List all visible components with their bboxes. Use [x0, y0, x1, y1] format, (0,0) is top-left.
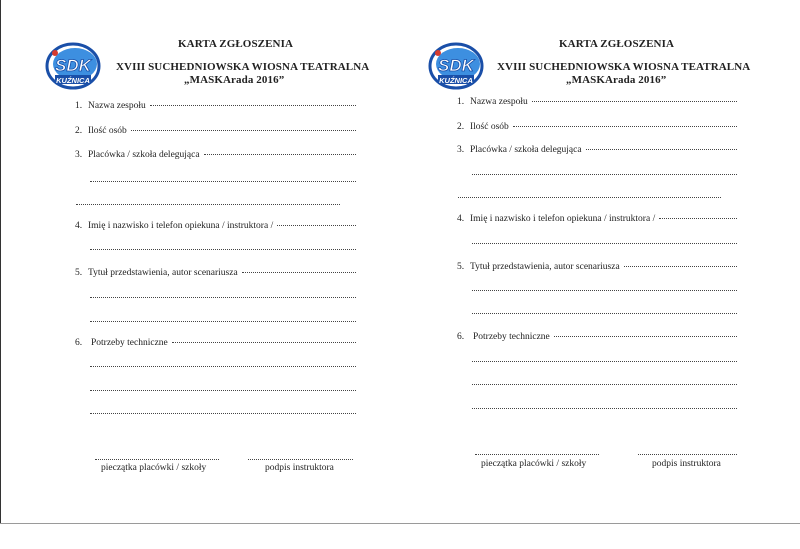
- field-supervisor[interactable]: [457, 214, 737, 224]
- field-number: 5.: [457, 262, 465, 272]
- answer-line[interactable]: [472, 174, 737, 175]
- answer-line[interactable]: [472, 313, 737, 314]
- field-number: 6.: [75, 338, 83, 348]
- field-label: Potrzeby techniczne: [473, 332, 550, 342]
- field-number: 4.: [457, 214, 465, 224]
- form-title: KARTA ZGŁOSZENIA: [178, 38, 294, 50]
- answer-line[interactable]: [472, 361, 737, 362]
- field-play-title[interactable]: [75, 268, 356, 278]
- page-bottom-edge: [0, 523, 800, 524]
- stamp-caption: pieczątka placówki / szkoły: [101, 463, 207, 473]
- field-label: Nazwa zespołu: [470, 97, 528, 107]
- answer-line[interactable]: [204, 154, 356, 155]
- event-subtitle: „MASKArada 2016”: [184, 74, 285, 86]
- answer-line[interactable]: [90, 390, 356, 391]
- svg-text:SDK: SDK: [438, 56, 474, 75]
- application-form-left: [0, 0, 380, 520]
- field-technical-needs[interactable]: [457, 332, 737, 342]
- sdk-kuznica-logo: [428, 42, 484, 90]
- svg-text:KUŹNICA: KUŹNICA: [439, 76, 473, 85]
- field-number: 1.: [457, 97, 465, 107]
- field-number: 5.: [75, 268, 83, 278]
- field-label: Placówka / szkoła delegująca: [470, 145, 582, 155]
- form-title: KARTA ZGŁOSZENIA: [559, 38, 675, 50]
- signature-line[interactable]: [638, 454, 737, 455]
- signature-line[interactable]: [248, 459, 353, 460]
- answer-line[interactable]: [172, 342, 356, 343]
- field-number: 6.: [457, 332, 465, 342]
- application-form-right: [383, 0, 763, 520]
- field-play-title[interactable]: [457, 262, 737, 272]
- answer-line[interactable]: [90, 181, 356, 182]
- answer-line[interactable]: [659, 218, 737, 219]
- field-label: Placówka / szkoła delegująca: [88, 150, 200, 160]
- answer-line[interactable]: [472, 290, 737, 291]
- answer-line[interactable]: [472, 408, 737, 409]
- field-number: 2.: [457, 122, 465, 132]
- field-supervisor[interactable]: [75, 221, 356, 231]
- answer-line[interactable]: [90, 249, 356, 250]
- field-label: Ilość osób: [470, 122, 509, 132]
- answer-line[interactable]: [458, 197, 721, 198]
- field-number: 4.: [75, 221, 83, 231]
- answer-line[interactable]: [90, 413, 356, 414]
- field-label: Potrzeby techniczne: [91, 338, 168, 348]
- field-technical-needs[interactable]: [75, 338, 356, 348]
- field-people-count[interactable]: [457, 122, 737, 132]
- field-number: 1.: [75, 101, 83, 111]
- event-name: XVIII SUCHEDNIOWSKA WIOSNA TEATRALNA: [116, 61, 370, 73]
- field-label: Imię i nazwisko i telefon opiekuna / instruktora /: [470, 214, 656, 224]
- field-label: Nazwa zespołu: [88, 101, 146, 111]
- answer-line[interactable]: [472, 384, 737, 385]
- answer-line[interactable]: [90, 366, 356, 367]
- answer-line[interactable]: [532, 101, 737, 102]
- sdk-kuznica-logo: [45, 42, 101, 90]
- answer-line[interactable]: [90, 297, 356, 298]
- field-number: 3.: [75, 150, 83, 160]
- answer-line[interactable]: [624, 266, 737, 267]
- answer-line[interactable]: [513, 126, 737, 127]
- answer-line[interactable]: [586, 149, 737, 150]
- field-label: Tytuł przedstawienia, autor scenariusza: [470, 262, 620, 272]
- answer-line[interactable]: [554, 336, 737, 337]
- signature-caption: podpis instruktora: [265, 463, 334, 473]
- answer-line[interactable]: [90, 321, 356, 322]
- event-subtitle: „MASKArada 2016”: [566, 74, 667, 86]
- stamp-line[interactable]: [95, 459, 219, 460]
- field-number: 2.: [75, 126, 83, 136]
- answer-line[interactable]: [76, 204, 340, 205]
- svg-text:SDK: SDK: [55, 56, 91, 75]
- field-institution[interactable]: [457, 145, 737, 155]
- signature-caption: podpis instruktora: [652, 459, 721, 469]
- answer-line[interactable]: [277, 225, 356, 226]
- field-label: Imię i nazwisko i telefon opiekuna / instruktora /: [88, 221, 274, 231]
- field-label: Tytuł przedstawienia, autor scenariusza: [88, 268, 238, 278]
- field-number: 3.: [457, 145, 465, 155]
- event-name: XVIII SUCHEDNIOWSKA WIOSNA TEATRALNA: [497, 61, 751, 73]
- answer-line[interactable]: [242, 272, 356, 273]
- field-label: Ilość osób: [88, 126, 127, 136]
- field-institution[interactable]: [75, 150, 356, 160]
- answer-line[interactable]: [150, 105, 356, 106]
- answer-line[interactable]: [472, 243, 737, 244]
- field-team-name[interactable]: [457, 97, 737, 107]
- answer-line[interactable]: [131, 130, 356, 131]
- stamp-line[interactable]: [475, 454, 599, 455]
- svg-text:KUŹNICA: KUŹNICA: [56, 76, 90, 85]
- field-team-name[interactable]: [75, 101, 356, 111]
- stamp-caption: pieczątka placówki / szkoły: [481, 459, 587, 469]
- field-people-count[interactable]: [75, 126, 356, 136]
